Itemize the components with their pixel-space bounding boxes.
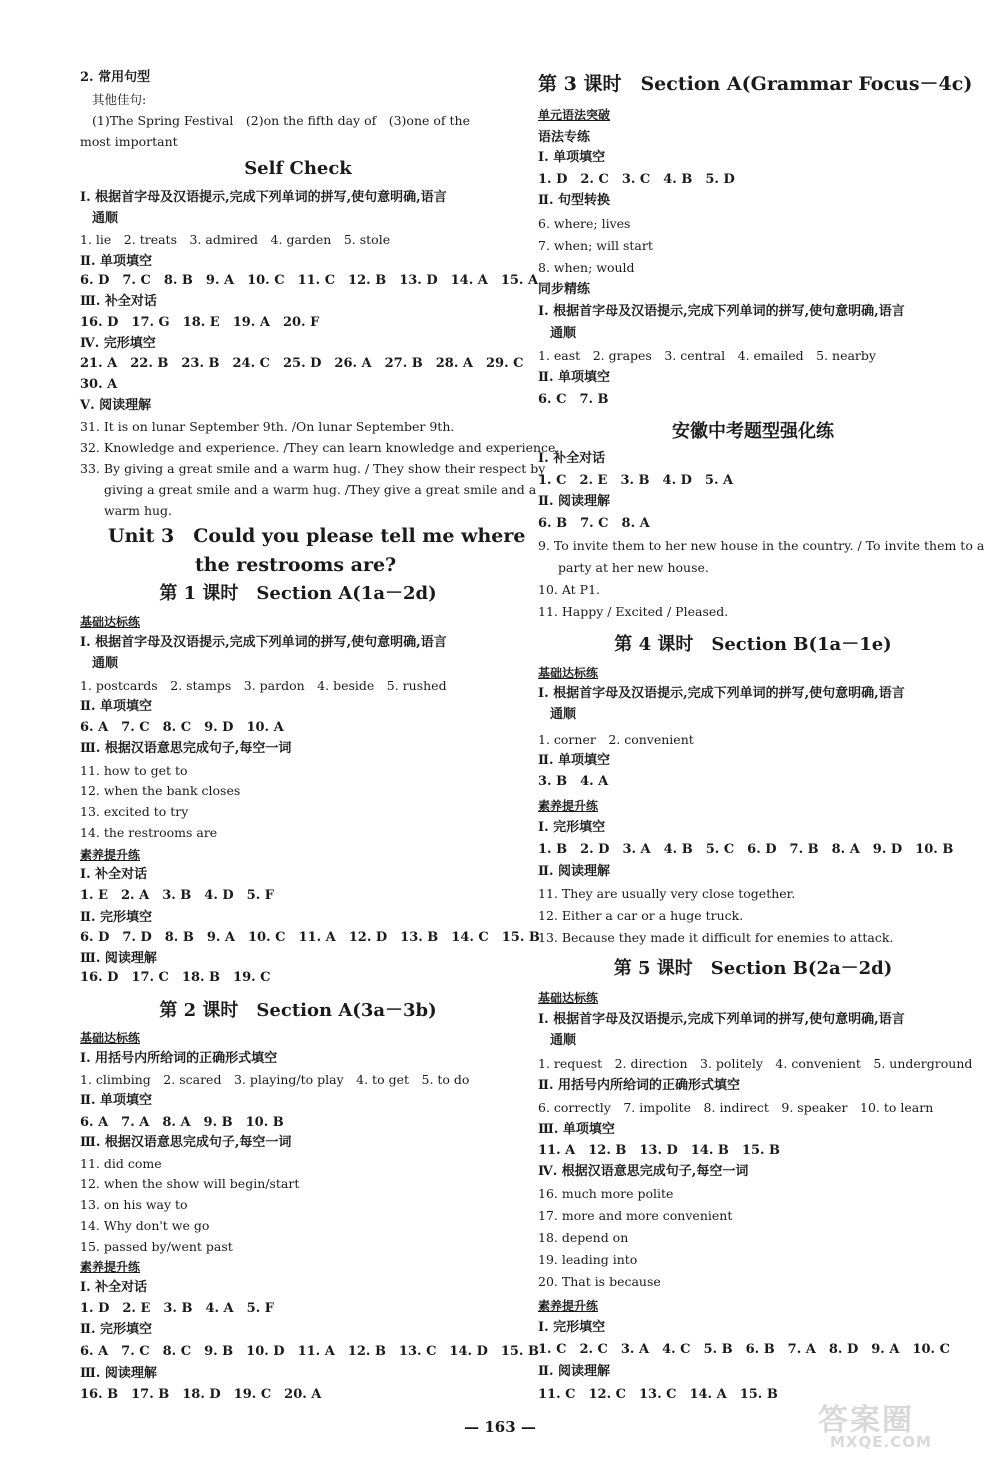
section-heading: 第 5 课时 Section B(2a－2d) — [613, 958, 893, 979]
question-or-answer-line: Ⅰ. 补全对话 — [538, 451, 606, 466]
question-or-answer-line: Ⅰ. 补全对话 — [80, 1280, 148, 1295]
question-or-answer-line: 6. A 7. C 8. C 9. B 10. D 11. A 12. B 13. C 14. D 15. B — [80, 1344, 539, 1359]
subsection-label: 基础达标练 — [538, 991, 599, 1005]
question-or-answer-line: Ⅰ. 根据首字母及汉语提示,完成下列单词的拼写,使句意明确,语言 — [80, 635, 447, 650]
section-heading: Unit 3 Could you please tell me where — [108, 525, 526, 547]
question-or-answer-line: 16. D 17. C 18. B 19. C — [80, 970, 271, 985]
question-or-answer-line: 1. D 2. C 3. C 4. B 5. D — [538, 172, 735, 187]
subsection-label: 素养提升练 — [538, 799, 599, 813]
question-or-answer-line: Ⅲ. 单项填空 — [538, 1122, 615, 1137]
watermark-site: MXQE.COM — [830, 1433, 932, 1451]
subsection-label: 基础达标练 — [538, 666, 599, 680]
question-or-answer-line: 6. C 7. B — [538, 392, 609, 407]
question-or-answer-line: 6. A 7. C 8. C 9. D 10. A — [80, 720, 284, 735]
answer-line: 11. how to get to — [80, 763, 188, 778]
question-or-answer-line: 6. A 7. A 8. A 9. B 10. B — [80, 1115, 284, 1130]
question-or-answer-line: 6. D 7. D 8. B 9. A 10. C 11. A 12. D 13. B 14. C 15. B — [80, 930, 540, 945]
answer-line: 32. Knowledge and experience. /They can learn knowledge and experience. — [80, 440, 560, 455]
answer-line: 15. passed by/went past — [80, 1239, 233, 1254]
answer-line: 1. east 2. grapes 3. central 4. emailed 5. nearby — [538, 348, 876, 363]
answer-line: 10. At P1. — [538, 582, 600, 597]
answer-line: 1. climbing 2. scared 3. playing/to play 4. to get 5. to do — [80, 1072, 470, 1087]
question-or-answer-line: 2. 常用句型 — [80, 70, 151, 85]
subsection-label: 单元语法突破 — [538, 108, 611, 122]
question-or-answer-line: Ⅰ. 单项填空 — [538, 150, 606, 165]
question-or-answer-line: Ⅱ. 单项填空 — [80, 254, 153, 269]
answer-line: 12. when the bank closes — [80, 783, 241, 798]
question-or-answer-line: Ⅱ. 句型转换 — [538, 193, 611, 208]
question-or-answer-line: Ⅱ. 单项填空 — [80, 699, 153, 714]
question-or-answer-line: 1. C 2. E 3. B 4. D 5. A — [538, 473, 734, 488]
answer-line: 16. much more polite — [538, 1186, 674, 1201]
watermark-logo — [818, 1395, 988, 1455]
answer-line: 11. They are usually very close together. — [538, 886, 796, 901]
question-or-answer-line: Ⅰ. 完形填空 — [538, 1320, 606, 1335]
question-or-answer-line: 通顺 — [550, 326, 577, 341]
question-or-answer-line: Ⅲ. 阅读理解 — [80, 1366, 157, 1381]
section-heading: the restrooms are? — [195, 554, 397, 576]
question-or-answer-line: 11. C 12. C 13. C 14. A 15. B — [538, 1387, 778, 1402]
subsection-label: 基础达标练 — [80, 1031, 141, 1045]
answer-line: 13. on his way to — [80, 1197, 188, 1212]
answer-line: 6. correctly 7. impolite 8. indirect 9. speaker 10. to learn — [538, 1100, 934, 1115]
question-or-answer-line: Ⅱ. 阅读理解 — [538, 494, 611, 509]
question-or-answer-line: Ⅳ. 完形填空 — [80, 336, 156, 351]
question-or-answer-line: 通顺 — [92, 211, 119, 226]
question-or-answer-line: 3. B 4. A — [538, 774, 609, 789]
question-or-answer-line: Ⅰ. 根据首字母及汉语提示,完成下列单词的拼写,使句意明确,语言 — [80, 190, 447, 205]
question-or-answer-line: Ⅰ. 根据首字母及汉语提示,完成下列单词的拼写,使句意明确,语言 — [538, 1012, 905, 1027]
answer-line: 13. excited to try — [80, 804, 189, 819]
question-or-answer-line: Ⅲ. 阅读理解 — [80, 951, 157, 966]
question-or-answer-line: Ⅱ. 完形填空 — [80, 910, 153, 925]
question-or-answer-line: 1. D 2. E 3. B 4. A 5. F — [80, 1301, 274, 1316]
answer-line: 1. corner 2. convenient — [538, 732, 694, 747]
answer-line: 17. more and more convenient — [538, 1208, 733, 1223]
question-or-answer-line: Ⅱ. 用括号内所给词的正确形式填空 — [538, 1078, 741, 1093]
question-or-answer-line: 1. B 2. D 3. A 4. B 5. C 6. D 7. B 8. A 9. D 10. B — [538, 842, 954, 857]
subsection-label: 素养提升练 — [80, 848, 141, 862]
answer-line: 14. the restrooms are — [80, 825, 218, 840]
question-or-answer-line: Ⅲ. 补全对话 — [80, 294, 157, 309]
answer-line: 13. Because they made it difficult for enemies to attack. — [538, 930, 894, 945]
question-or-answer-line: Ⅰ. 根据首字母及汉语提示,完成下列单词的拼写,使句意明确,语言 — [538, 304, 905, 319]
question-or-answer-line: Ⅲ. 根据汉语意思完成句子,每空一词 — [80, 1135, 292, 1150]
answer-line: 20. That is because — [538, 1274, 661, 1289]
answer-line: 6. where; lives — [538, 216, 631, 231]
question-or-answer-line: Ⅱ. 完形填空 — [80, 1322, 153, 1337]
question-or-answer-line: 通顺 — [550, 1033, 577, 1048]
answer-line: giving a great smile and a warm hug. /They give a great smile and a — [104, 482, 537, 497]
subsection-label: 素养提升练 — [80, 1260, 141, 1274]
question-or-answer-line: 语法专练 — [538, 130, 591, 145]
answer-line: 33. By giving a great smile and a warm hug. / They show their respect by — [80, 461, 546, 476]
section-heading: 第 3 课时 Section A(Grammar Focus－4c) — [538, 73, 973, 95]
answer-line: party at her new house. — [558, 560, 709, 575]
watermark-main: 答案圈 — [818, 1403, 914, 1438]
question-or-answer-line: Ⅰ. 根据首字母及汉语提示,完成下列单词的拼写,使句意明确,语言 — [538, 686, 905, 701]
answer-line: 31. It is on lunar September 9th. /On lunar September 9th. — [80, 419, 455, 434]
question-or-answer-line: Ⅰ. 补全对话 — [80, 867, 148, 882]
answer-line: 其他佳句: — [92, 92, 147, 107]
question-or-answer-line: Ⅱ. 单项填空 — [538, 753, 611, 768]
question-or-answer-line: Ⅰ. 用括号内所给词的正确形式填空 — [80, 1051, 278, 1066]
answer-line: most important — [80, 134, 178, 149]
question-or-answer-line: Ⅱ. 单项填空 — [538, 370, 611, 385]
question-or-answer-line: Ⅳ. 根据汉语意思完成句子,每空一词 — [538, 1164, 749, 1179]
question-or-answer-line: Ⅱ. 阅读理解 — [538, 1364, 611, 1379]
question-or-answer-line: 同步精练 — [538, 282, 591, 297]
question-or-answer-line: Ⅴ. 阅读理解 — [80, 398, 152, 413]
question-or-answer-line: 21. A 22. B 23. B 24. C 25. D 26. A 27. B 28. A 29. C — [80, 356, 524, 371]
answer-line: 9. To invite them to her new house in the country. / To invite them to a — [538, 538, 985, 553]
answer-line: 11. did come — [80, 1156, 162, 1171]
answer-line: 18. depend on — [538, 1230, 629, 1245]
answer-line: warm hug. — [104, 503, 173, 518]
section-heading: 第 4 课时 Section B(1a－1e) — [614, 634, 892, 655]
section-heading: Self Check — [244, 158, 352, 179]
question-or-answer-line: 11. A 12. B 13. D 14. B 15. B — [538, 1143, 781, 1158]
question-or-answer-line: Ⅲ. 根据汉语意思完成句子,每空一词 — [80, 741, 292, 756]
question-or-answer-line: 30. A — [80, 377, 118, 392]
question-or-answer-line: 6. B 7. C 8. A — [538, 516, 650, 531]
answer-line: 1. postcards 2. stamps 3. pardon 4. beside 5. rushed — [80, 678, 447, 693]
subsection-label: 素养提升练 — [538, 1299, 599, 1313]
question-or-answer-line: 1. E 2. A 3. B 4. D 5. F — [80, 888, 274, 903]
section-heading: 安徽中考题型强化练 — [672, 421, 834, 442]
answer-line: 14. Why don't we go — [80, 1218, 210, 1233]
answer-line: (1)The Spring Festival (2)on the fifth day of (3)one of the — [92, 113, 470, 128]
question-or-answer-line: 16. D 17. G 18. E 19. A 20. F — [80, 315, 320, 330]
question-or-answer-line: 6. D 7. C 8. B 9. A 10. C 11. C 12. B 13. D 14. A 15. A — [80, 273, 539, 288]
question-or-answer-line: 通顺 — [550, 707, 577, 722]
answer-line: 8. when; would — [538, 260, 635, 275]
section-heading: 第 2 课时 Section A(3a－3b) — [159, 1000, 437, 1021]
question-or-answer-line: 通顺 — [92, 656, 119, 671]
answer-line: 12. when the show will begin/start — [80, 1176, 300, 1191]
question-or-answer-line: Ⅰ. 完形填空 — [538, 820, 606, 835]
answer-line: 1. lie 2. treats 3. admired 4. garden 5. stole — [80, 232, 391, 247]
question-or-answer-line: Ⅱ. 单项填空 — [80, 1093, 153, 1108]
answer-line: 19. leading into — [538, 1252, 638, 1267]
question-or-answer-line: 16. B 17. B 18. D 19. C 20. A — [80, 1387, 322, 1402]
question-or-answer-line: 1. C 2. C 3. A 4. C 5. B 6. B 7. A 8. D 9. A 10. C — [538, 1342, 950, 1357]
question-or-answer-line: Ⅱ. 阅读理解 — [538, 864, 611, 879]
answer-line: 1. request 2. direction 3. politely 4. convenient 5. underground — [538, 1056, 973, 1071]
answer-line: 7. when; will start — [538, 238, 653, 253]
answer-line: 11. Happy / Excited / Pleased. — [538, 604, 729, 619]
subsection-label: 基础达标练 — [80, 615, 141, 629]
page-number: — 163 — — [464, 1418, 536, 1436]
answer-line: 12. Either a car or a huge truck. — [538, 908, 744, 923]
section-heading: 第 1 课时 Section A(1a－2d) — [159, 583, 437, 604]
